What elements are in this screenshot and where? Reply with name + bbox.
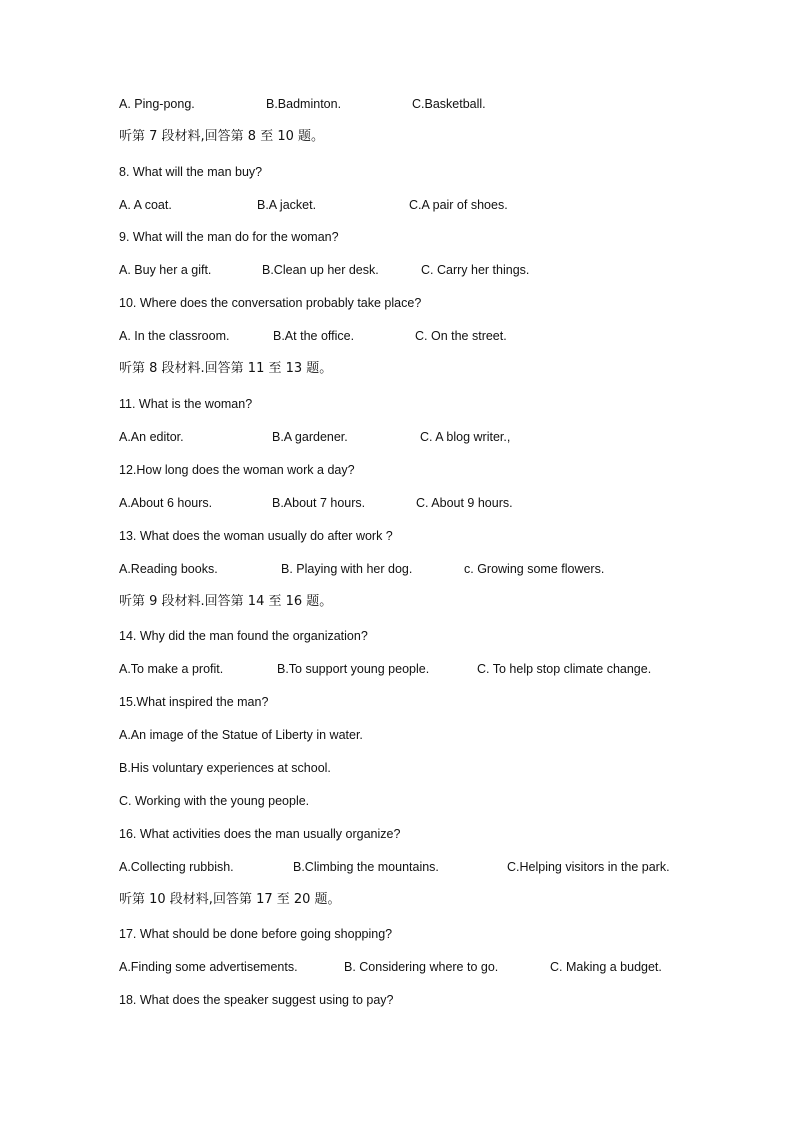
question-11: 11. What is the woman?: [119, 397, 253, 411]
option-b: B.To support young people.: [277, 662, 430, 676]
question-10: 10. Where does the conversation probably take place?: [119, 296, 422, 310]
option-b-q15: B.His voluntary experiences at school.: [119, 761, 331, 775]
option-b: B.At the office.: [273, 329, 355, 343]
option-b: B.A gardener.: [272, 430, 348, 444]
question-8: 8. What will the man buy?: [119, 165, 263, 179]
option-b: B.Climbing the mountains.: [293, 860, 439, 874]
option-c: c. Growing some flowers.: [464, 562, 605, 576]
option-b: B.Clean up her desk.: [262, 263, 379, 277]
option-a: A.An editor.: [119, 430, 184, 444]
option-b: B.About 7 hours.: [272, 496, 366, 510]
option-c: C.A pair of shoes.: [409, 198, 508, 212]
option-c: C. To help stop climate change.: [477, 662, 652, 676]
option-c: C.Basketball.: [412, 97, 486, 111]
option-c: C. A blog writer.,: [420, 430, 511, 444]
option-c: C.Helping visitors in the park.: [507, 860, 670, 874]
question-16: 16. What activities does the man usually organize?: [119, 827, 401, 841]
option-c-q15: C. Working with the young people.: [119, 794, 310, 808]
option-c: C. Carry her things.: [421, 263, 530, 277]
option-b: B.Badminton.: [266, 97, 342, 111]
question-18: 18. What does the speaker suggest using to pay?: [119, 993, 394, 1007]
option-a: A. Buy her a gift.: [119, 263, 212, 277]
option-a: A. In the classroom.: [119, 329, 230, 343]
option-a: A.Reading books.: [119, 562, 218, 576]
question-12: 12.How long does the woman work a day?: [119, 463, 355, 477]
section-heading-8: 听第 8 段材料.回答第 11 至 13 题。: [119, 361, 333, 376]
question-15: 15.What inspired the man?: [119, 695, 269, 709]
option-b: B.A jacket.: [257, 198, 317, 212]
option-a: A. A coat.: [119, 198, 172, 212]
section-heading-9: 听第 9 段材料.回答第 14 至 16 题。: [119, 594, 333, 609]
option-b: B. Playing with her dog.: [281, 562, 413, 576]
question-17: 17. What should be done before going shopping?: [119, 927, 393, 941]
question-14: 14. Why did the man found the organization?: [119, 629, 368, 643]
option-b: B. Considering where to go.: [344, 960, 499, 974]
option-a: A. Ping-pong.: [119, 97, 195, 111]
option-a: A.To make a profit.: [119, 662, 224, 676]
option-c: C. Making a budget.: [550, 960, 662, 974]
question-9: 9. What will the man do for the woman?: [119, 230, 339, 244]
option-c: C. About 9 hours.: [416, 496, 513, 510]
question-13: 13. What does the woman usually do after work ?: [119, 529, 393, 543]
section-heading-10: 听第 10 段材料,回答第 17 至 20 题。: [119, 892, 341, 907]
option-a-q15: A.An image of the Statue of Liberty in water.: [119, 728, 363, 742]
option-a: A.Finding some advertisements.: [119, 960, 298, 974]
option-c: C. On the street.: [415, 329, 507, 343]
option-a: A.Collecting rubbish.: [119, 860, 234, 874]
section-heading-7: 听第 7 段材料,回答第 8 至 10 题。: [119, 129, 325, 144]
option-a: A.About 6 hours.: [119, 496, 213, 510]
